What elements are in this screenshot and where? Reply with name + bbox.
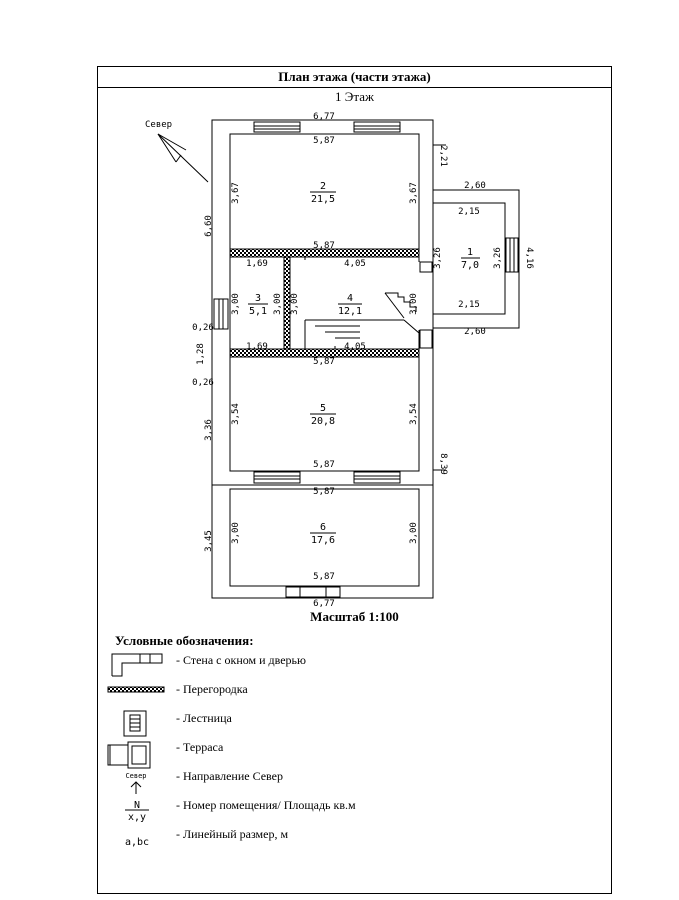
legend-stair-label: - Лестница: [176, 711, 232, 725]
room6-h1: 3,00: [231, 522, 241, 544]
room1-h2: 3,26: [493, 247, 503, 269]
dim-405-b: 4,05: [344, 342, 366, 352]
dim-terrace-top-inner: 2,15: [458, 207, 480, 217]
dim-026-b: 0,26: [192, 378, 214, 388]
legend-title: Условные обозначения:: [115, 633, 254, 648]
room2-number: 2: [319, 181, 327, 192]
legend-partition-icon: [108, 687, 164, 692]
legend-terrace-icon: [108, 742, 150, 768]
room6-number: 6: [319, 522, 327, 533]
room4-h1: 3,00: [290, 293, 300, 315]
dim-221: 2,21: [438, 145, 448, 167]
dim-405-a: 4,05: [344, 259, 366, 269]
dim-336: 3,36: [204, 419, 214, 441]
room4-area: 12,1: [337, 306, 363, 317]
room4-number: 4: [346, 293, 354, 304]
dim-587-b: 5,87: [313, 357, 335, 367]
room3-h1: 3,00: [231, 293, 241, 315]
dim-169-b: 1,69: [246, 342, 268, 352]
room5-number: 5: [319, 403, 327, 414]
legend-north-label: - Направление Север: [176, 769, 283, 783]
room2-h1: 3,67: [231, 182, 241, 204]
room2-h2: 3,67: [409, 182, 419, 204]
dim-026-a: 0,26: [192, 323, 214, 333]
dim-587-c: 5,87: [313, 460, 335, 470]
legend-wall-label: - Стена с окном и дверью: [176, 653, 306, 667]
plan-title: План этажа (части этажа): [98, 67, 611, 88]
north-arrow: [158, 134, 208, 182]
dim-terrace-top-outer: 2,60: [464, 181, 486, 191]
legend-room-area: x,y: [127, 812, 147, 823]
room5-area: 20,8: [310, 416, 336, 427]
dim-128: 1,28: [196, 343, 206, 365]
dim-bottom-outer: 6,77: [313, 599, 335, 609]
room3-h2: 3,00: [273, 293, 283, 315]
room5-h1: 3,54: [231, 403, 241, 425]
legend-north-text: Север: [125, 772, 147, 780]
legend-dim-text: a,bc: [124, 837, 150, 848]
room1-number: 1: [466, 247, 474, 258]
room1-area: 7,0: [460, 260, 480, 271]
room1-h1: 3,26: [433, 247, 443, 269]
legend-stair-icon: [124, 711, 146, 736]
legend-wall-icon: [112, 654, 162, 676]
legend-room-label: - Номер помещения/ Площадь кв.м: [176, 798, 356, 812]
room6-area: 17,6: [310, 535, 336, 546]
dim-345: 3,45: [204, 530, 214, 552]
room3-number: 3: [254, 293, 262, 304]
room4-h2: 3,00: [409, 293, 419, 315]
dim-terrace-bottom-outer: 2,60: [464, 327, 486, 337]
dim-416: 4,16: [524, 247, 534, 269]
scale-label: Масштаб 1:100: [310, 609, 399, 624]
dim-top-outer: 6,77: [313, 112, 335, 122]
legend-north-icon: [131, 782, 141, 794]
dim-169-a: 1,69: [246, 259, 268, 269]
north-label: Север: [145, 120, 173, 130]
dim-839: 8,39: [438, 453, 448, 475]
dim-587-d: 5,87: [313, 487, 335, 497]
dim-660: 6,60: [204, 215, 214, 237]
room6-h2: 3,00: [409, 522, 419, 544]
legend-dim-label: - Линейный размер, м: [176, 827, 289, 841]
dim-bottom-inner: 5,87: [313, 572, 335, 582]
dim-587-a: 5,87: [313, 241, 335, 251]
legend-partition-label: - Перегородка: [176, 682, 248, 696]
room2-area: 21,5: [310, 194, 336, 205]
room5-h2: 3,54: [409, 403, 419, 425]
room3-area: 5,1: [248, 306, 268, 317]
floor-label: 1 Этаж: [335, 89, 374, 104]
dim-top-inner: 5,87: [313, 136, 335, 146]
dim-terrace-bottom-inner: 2,15: [458, 300, 480, 310]
legend-terrace-label: - Терраса: [176, 740, 224, 754]
legend-room-num: N: [133, 800, 141, 811]
